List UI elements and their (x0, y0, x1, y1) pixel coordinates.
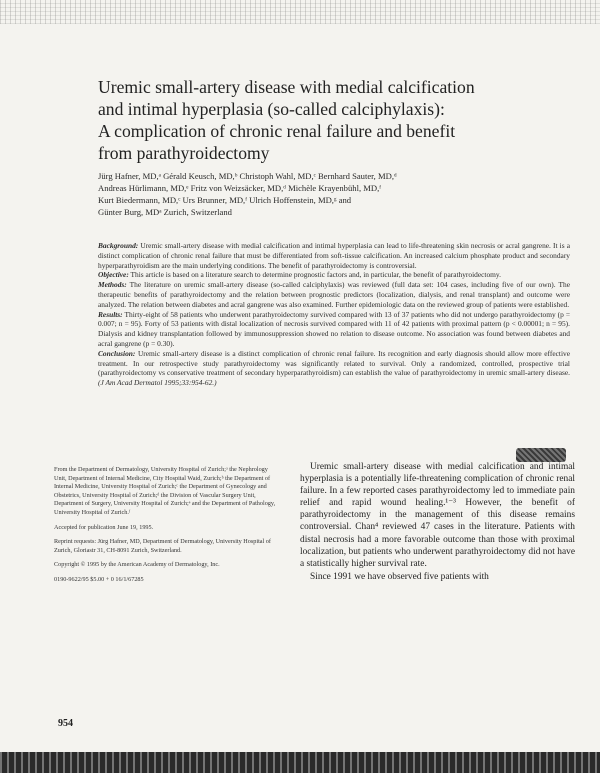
abstract-conclusion (98, 349, 570, 388)
doc-code: 0190-9622/95 $5.00 + 0 16/1/67285 (54, 575, 144, 583)
author-line: Andreas Hürlimann, MD,ᵉ Fritz von Weizsäcker, MD,ᵈ Michèle Krayenbühl, MD,ᶠ (98, 183, 382, 193)
copyright: Copyright © 1995 by the American Academy of Dermatology, Inc. (54, 561, 220, 569)
title-line: A complication of chronic renal failure and benefit (98, 121, 456, 141)
section-label: Objective: (98, 270, 129, 280)
title-line: from parathyroidectomy (98, 143, 270, 163)
abstract-background (98, 241, 570, 270)
scan-noise-top (0, 0, 600, 24)
abstract-objective (98, 270, 570, 280)
abstract-results (98, 310, 570, 349)
library-stamp (516, 448, 566, 462)
affiliations: From the Department of Dermatology, University Hospital of Zurich;ᵃ the Nephrology Unit, Department of Internal Medicine, City Hospital Waid, Zurich;ᵇ the Department of Internal Medicine, University Hospital of Zurich;ᶜ the Department of Gynecology and Obstetrics, University Hospital of Zurich;ᵈ the Division of Vascular Surgery Unit, Department of Surgery, University Hospital of Zurich;ᵉ and the Department of Pathology, University Hospital of Zurich.ᶠ (54, 466, 276, 516)
section-text: Uremic small-artery disease is a distinct complication of chronic renal failure. Its recognition and early diagnosis should allow more effective treatment. In our retrospective study parathyroidectomy was significantly related to survival. Only a randomized, controlled, prospective trial (parathyroidectomy vs conservative treatment of secondary hyperparathyroidism) can establish the value of parathyroidectomy in uremic small-artery disease. (98, 348, 570, 378)
section-label: Background: (98, 241, 139, 250)
body-paragraph: Since 1991 we have observed five patients with (310, 571, 489, 582)
author-line: Kurt Biedermann, MD,ᶜ Urs Brunner, MD,ᶠ Ulrich Hoffenstein, MD,ᵍ and (98, 195, 352, 205)
abstract (98, 241, 570, 388)
title-line: Uremic small-artery disease with medial calcification (98, 77, 475, 97)
citation: (J Am Acad Dermatol 1995;33:954-62.) (98, 378, 217, 388)
reprint-requests: Reprint requests: Jürg Hafner, MD, Department of Dermatology, University Hospital of Zurich, Gloriastr 31, CH-8091 Zurich, Switzerland. (54, 538, 271, 554)
section-text: Thirty-eight of 58 patients who underwent parathyroidectomy survived compared with 13 of 37 patients who did not undergo parathyroidectomy (p = 0.007; n = 95). Forty of 53 patients with distal localization of necrosis survived compared with 11 of 42 patients with proximal pattern (p < 0.00001; n = 95). Dialysis and kidney transplantation followed by immunosuppression showed no relation to disease outcome. No association was found between diabetes and acral gangrene (p = 0.30). (98, 309, 570, 348)
footnotes (54, 466, 278, 591)
body-text (300, 461, 575, 583)
section-label: Results: (98, 309, 123, 319)
body-paragraph: Uremic small-artery disease with medial calcification and intimal hyperplasia is a potentially life-threatening complication of chronic renal failure. In a few reported cases parathyroidectomy led to immediate pain relief and rapid wound healing.¹⁻³ However, the benefit of parathyroidectomy in the management of this disease remains controversial. Chan⁴ reviewed 47 cases in the literature. Patients with distal necrosis had a more favorable outcome than those with proximal localization, but patients who underwent parathyroidectomy did not have a statistically higher survival rate. (300, 462, 575, 569)
author-list (98, 170, 548, 218)
section-text: Uremic small-artery disease with medial calcification and intimal hyperplasia can lead to life-threatening skin necrosis or acral gangrene. It is a distinct complication of chronic renal failure that must be differentiated from soft-tissue calcification. An increased calcium phosphate product and secondary hyperparathyroidism are the main underlying conditions. The benefit of parathyroidectomy is controversial. (98, 241, 570, 270)
author-line: Jürg Hafner, MD,ᵃ Gérald Keusch, MD,ᵇ Christoph Wahl, MD,ᶜ Bernhard Sauter, MD,ᵈ (98, 171, 397, 181)
section-label: Conclusion: (98, 348, 136, 358)
title-line: and intimal hyperplasia (so-called calciphylaxis): (98, 99, 445, 119)
section-text: The literature on uremic small-artery disease (so-called calciphylaxis) was reviewed (full data set: 104 cases, including five of our own). The therapeutic benefits of parathyroidectomy and the relation between prognostic predictors (localization, dialysis, and renal transplant) and outcome were analyzed. The relation between diabetes and acral gangrene was also examined. Further epidemiologic data on the reviewed group of patients were established. (98, 280, 570, 309)
section-text: This article is based on a literature search to determine prognostic factors and, in particular, the benefit of parathyroidectomy. (130, 270, 501, 280)
author-line: Günter Burg, MDᵃ Zurich, Switzerland (98, 207, 232, 217)
section-label: Methods: (98, 280, 127, 290)
page-number: 954 (58, 718, 73, 729)
scan-noise-bottom (0, 752, 600, 773)
abstract-methods (98, 280, 570, 309)
accepted-date: Accepted for publication June 19, 1995. (54, 523, 154, 531)
article-title (98, 76, 528, 164)
